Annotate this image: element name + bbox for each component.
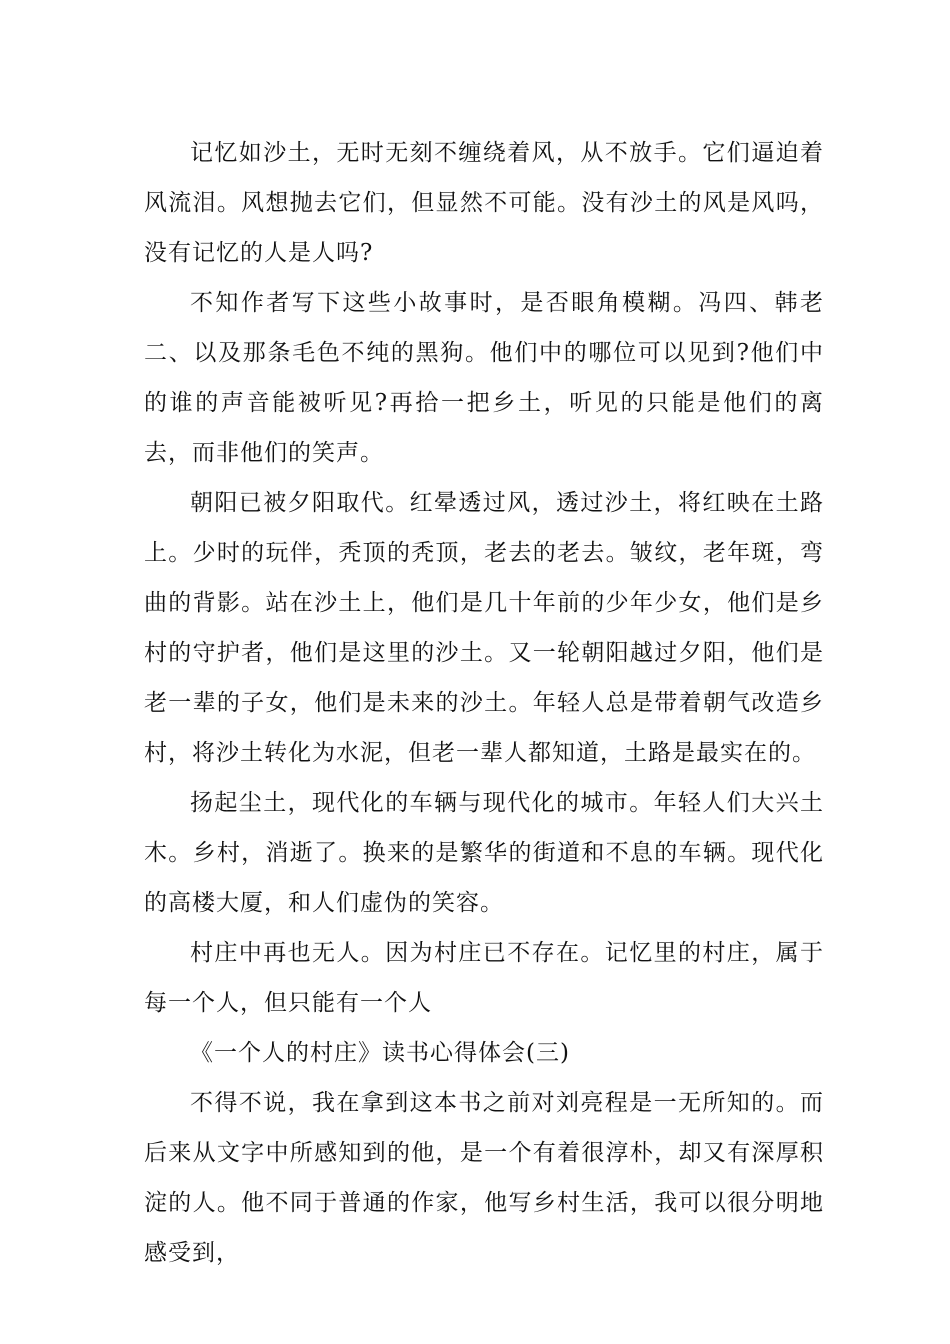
paragraph-sunset: 朝阳已被夕阳取代。红晕透过风，透过沙土，将红映在土路上。少时的玩伴，秃顶的秃顶，老去的老去。皱纹，老年斑，弯曲的背影。站在沙土上，他们是几十年前的少年少女，他们是乡村的守护者，他们是这里的沙土。又一轮朝阳越过夕阳，他们是老一辈的子女，他们是未来的沙土。年轻人总是带着朝气改造乡村，将沙土转化为水泥，但老一辈人都知道，土路是最实在的。 [144, 490, 824, 766]
paragraph-modernization: 扬起尘土，现代化的车辆与现代化的城市。年轻人们大兴土木。乡村，消逝了。换来的是繁华的街道和不息的车辆。现代化的高楼大厦，和人们虚伪的笑容。 [144, 790, 824, 916]
paragraph-author-stories: 不知作者写下这些小故事时，是否眼角模糊。冯四、韩老二、以及那条毛色不纯的黑狗。他们中的哪位可以见到?他们中的谁的声音能被听见?再拾一把乡土，听见的只能是他们的离去，而非他们的笑声。 [144, 290, 824, 466]
paragraph-about-author: 不得不说，我在拿到这本书之前对刘亮程是一无所知的。而后来从文字中所感知到的他，是一个有着很淳朴，却又有深厚积淀的人。他不同于普通的作家，他写乡村生活，我可以很分明地感受到， [144, 1090, 824, 1266]
document-body [144, 128, 824, 1278]
paragraph-village-gone: 村庄中再也无人。因为村庄已不存在。记忆里的村庄，属于每一个人，但只能有一个人 [144, 940, 824, 1016]
section-heading: 《一个人的村庄》读书心得体会(三) [190, 1040, 570, 1066]
paragraph-memory-sand: 记忆如沙土，无时无刻不缠绕着风，从不放手。它们逼迫着风流泪。风想抛去它们，但显然不可能。没有沙土的风是风吗，没有记忆的人是人吗? [144, 140, 824, 266]
